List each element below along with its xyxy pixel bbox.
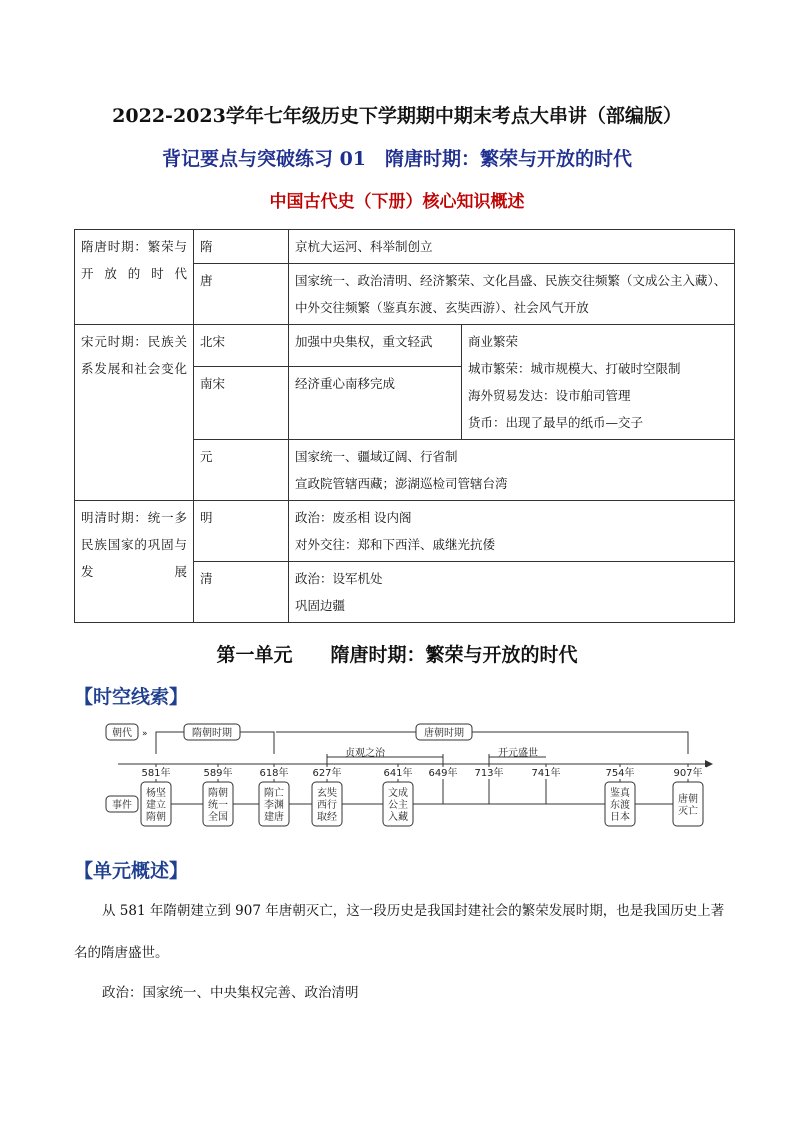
document-subtitle: 背记要点与突破练习 01 隋唐时期：繁荣与开放的时代 bbox=[161, 148, 633, 170]
list-item: 政治：废丞相 设内阁 bbox=[295, 510, 412, 525]
chevron-right-icon: » bbox=[142, 729, 148, 739]
dynasty-cell-yuan: 元 bbox=[194, 440, 289, 501]
event-label: 鉴真 bbox=[610, 788, 630, 799]
table-row bbox=[75, 501, 735, 562]
event-label: 唐朝 bbox=[678, 794, 698, 805]
event-label: 建唐 bbox=[264, 812, 284, 823]
content-cell-yuan bbox=[289, 440, 735, 501]
table-row bbox=[75, 325, 735, 367]
dynasty-cell-nansong: 南宋 bbox=[194, 367, 289, 440]
event-label: 隋亡 bbox=[264, 788, 284, 799]
section-title: 中国古代史（下册）核心知识概述 bbox=[269, 192, 525, 212]
year-label: 713年 bbox=[474, 768, 504, 779]
event-label: 文成 bbox=[388, 788, 408, 799]
list-item: 城市繁荣：城市规模大、打破时空限制 bbox=[468, 361, 681, 376]
content-cell-tang: 国家统一、政治清明、经济繁荣、文化昌盛、民族交往频繁（文成公主入藏）、中外交往频繁（鉴真东渡、玄奘西游）、社会风气开放 bbox=[289, 264, 735, 325]
timeline-heading: 【时空线索】 bbox=[74, 686, 189, 708]
table-row bbox=[75, 230, 735, 264]
event-label: 统一 bbox=[208, 800, 228, 811]
row-label-event: 事件 bbox=[112, 800, 132, 811]
dynasty-cell-qing: 清 bbox=[194, 562, 289, 623]
overview-heading: 【单元概述】 bbox=[74, 860, 189, 882]
year-label: 741年 bbox=[531, 768, 561, 779]
event-label: 公主 bbox=[388, 800, 408, 811]
event-label: 杨坚 bbox=[146, 788, 166, 799]
list-item: 政治：设军机处 bbox=[295, 571, 383, 586]
core-knowledge-table bbox=[74, 229, 735, 623]
list-item: 商业繁荣 bbox=[468, 334, 519, 349]
timeline-diagram bbox=[100, 712, 720, 840]
event-label: 隋朝 bbox=[146, 812, 166, 823]
period-cell-ming-qing: 明清时期：统一多民族国家的巩固与发展 bbox=[75, 501, 194, 623]
content-cell-sui: 京杭大运河、科举制创立 bbox=[289, 230, 735, 264]
event-label: 日本 bbox=[610, 812, 630, 823]
event-label: 李渊 bbox=[264, 800, 284, 811]
kaiyuan-label: 开元盛世 bbox=[498, 748, 538, 759]
event-label: 玄奘 bbox=[317, 788, 337, 799]
unit-title: 第一单元 隋唐时期：繁荣与开放的时代 bbox=[216, 644, 578, 666]
event-label: 全国 bbox=[208, 812, 228, 823]
list-item: 海外贸易发达：设市舶司管理 bbox=[468, 388, 631, 403]
dynasty-cell-sui: 隋 bbox=[194, 230, 289, 264]
event-label: 入藏 bbox=[388, 812, 408, 823]
sui-period-label: 隋朝时期 bbox=[192, 728, 232, 739]
content-cell-nansong: 经济重心南移完成 bbox=[289, 367, 462, 440]
year-label: 649年 bbox=[428, 768, 458, 779]
dynasty-cell-ming: 明 bbox=[194, 501, 289, 562]
list-item: 对外交往：郑和下西洋、戚继光抗倭 bbox=[295, 537, 496, 552]
event-label: 取经 bbox=[317, 812, 337, 823]
event-label: 隋朝 bbox=[208, 788, 228, 799]
tang-period-label: 唐朝时期 bbox=[424, 728, 464, 739]
content-cell-ming bbox=[289, 501, 735, 562]
event-label: 西行 bbox=[317, 800, 337, 811]
content-cell-beisong: 加强中央集权，重文轻武 bbox=[289, 325, 462, 367]
year-label: 589年 bbox=[203, 768, 233, 779]
period-cell-song-yuan: 宋元时期：民族关系发展和社会变化 bbox=[75, 325, 194, 501]
dynasty-cell-tang: 唐 bbox=[194, 264, 289, 325]
zhenguan-label: 贞观之治 bbox=[345, 748, 385, 759]
list-item: 货币：出现了最早的纸币—交子 bbox=[468, 415, 644, 430]
politics-line: 政治：国家统一、中央集权完善、政治清明 bbox=[102, 985, 359, 1001]
list-item: 宣政院管辖西藏；澎湖巡检司管辖台湾 bbox=[295, 476, 508, 491]
row-label-dynasty: 朝代 bbox=[112, 728, 132, 739]
event-label: 灭亡 bbox=[678, 806, 698, 817]
overview-paragraph: 从 581 年隋朝建立到 907 年唐朝灭亡，这一段历史是我国封建社会的繁荣发展时期，也是我国历史上著名的隋唐盛世。 bbox=[74, 903, 725, 961]
event-label: 建立 bbox=[146, 800, 166, 811]
year-label: 641年 bbox=[383, 768, 413, 779]
year-label: 754年 bbox=[605, 768, 635, 779]
year-label: 907年 bbox=[673, 768, 703, 779]
event-label: 东渡 bbox=[610, 800, 630, 811]
content-cell-qing bbox=[289, 562, 735, 623]
list-item: 国家统一、疆域辽阔、行省制 bbox=[295, 449, 458, 464]
period-cell-sui-tang: 隋唐时期：繁荣与开放的时代 bbox=[75, 230, 194, 325]
year-label: 581年 bbox=[141, 768, 171, 779]
content-cell-song-economy bbox=[462, 325, 735, 440]
list-item: 巩固边疆 bbox=[295, 598, 346, 613]
year-label: 627年 bbox=[312, 768, 342, 779]
year-label: 618年 bbox=[259, 768, 289, 779]
dynasty-cell-beisong: 北宋 bbox=[194, 325, 289, 367]
document-title: 2022-2023学年七年级历史下学期期中期末考点大串讲（部编版） bbox=[112, 105, 682, 127]
